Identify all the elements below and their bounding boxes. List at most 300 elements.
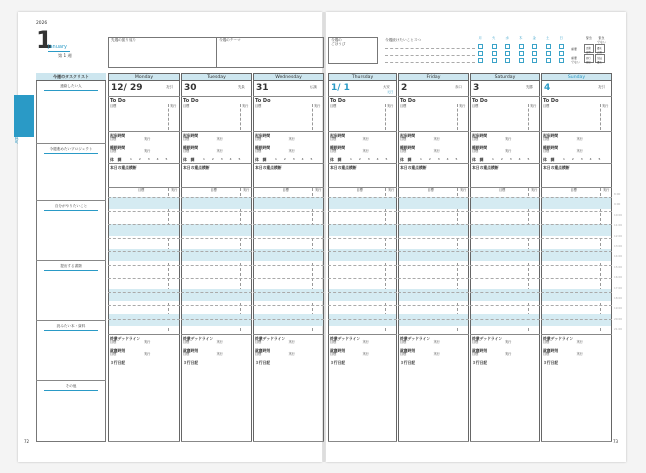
schedule-goal-label: 目標 <box>138 188 145 192</box>
theme-label: 今週のテーマ <box>219 38 241 42</box>
habit-checkbox[interactable] <box>546 58 551 63</box>
wake-label: 起床時間 <box>472 133 488 138</box>
sidebar-section-divider <box>36 143 106 144</box>
todo-divider <box>385 104 386 130</box>
hour-label: 8:00 <box>614 192 621 196</box>
month-number: 1 <box>36 26 53 54</box>
bedtime-goal: 目標 <box>330 352 337 356</box>
day-rokuyo: 大安 <box>383 85 390 89</box>
condition-scale[interactable]: 1 2 3 4 5 <box>350 157 391 161</box>
deadline-actual: 実行 <box>576 340 583 344</box>
todo-divider <box>457 104 458 130</box>
work-deadline-label: 終業デッドライン <box>472 336 503 341</box>
habit-day-label: 月 <box>478 36 482 40</box>
schedule-band[interactable] <box>182 197 252 209</box>
hour-line <box>253 305 324 306</box>
matrix-cell-1: 活動 管理 <box>584 44 594 53</box>
day-header-thursday: Thursday <box>328 73 397 81</box>
hour-line <box>398 251 469 252</box>
schedule-bottom <box>181 334 252 335</box>
wake-goal: 目標 <box>330 137 337 141</box>
schedule-band[interactable] <box>399 224 469 236</box>
hour-line <box>470 211 540 212</box>
habit-checkbox[interactable] <box>519 44 524 49</box>
sleep-actual: 実行 <box>576 149 583 153</box>
wake-label: 起床時間 <box>255 133 271 138</box>
schedule-goal-label: 目標 <box>356 188 363 192</box>
year: 2026 <box>36 21 48 26</box>
sleep-label: 睡眠時間 <box>110 145 126 150</box>
schedule-band[interactable] <box>329 314 397 326</box>
day-rokuyo: 先負 <box>238 85 245 89</box>
bedtime-actual: 実行 <box>576 352 583 356</box>
sleep-actual: 実行 <box>433 149 440 153</box>
condition-label: 体 調 <box>330 157 342 162</box>
schedule-band[interactable] <box>254 197 324 209</box>
hour-line <box>181 265 252 266</box>
deadline-actual: 実行 <box>288 340 295 344</box>
hour-label: 18:00 <box>614 296 623 300</box>
hour-line <box>541 211 612 212</box>
todo-bottom <box>108 131 180 132</box>
schedule-actual-label: 実行 <box>243 188 250 192</box>
habit-checkbox[interactable] <box>546 51 551 56</box>
focus-label: 本日の重点横断 <box>400 165 427 170</box>
condition-scale[interactable]: 1 2 3 4 5 <box>420 157 461 161</box>
diary-label: ３行日記 <box>472 360 488 365</box>
hour-line <box>328 292 397 293</box>
schedule-band[interactable] <box>109 314 180 326</box>
habit-checkbox[interactable] <box>519 51 524 56</box>
schedule-actual-label: 実行 <box>315 188 322 192</box>
schedule-goal-label: 目標 <box>499 188 506 192</box>
habit-day-label: 木 <box>519 36 523 40</box>
todo-goal-label: 目標 <box>110 104 117 108</box>
deadline-goal: 目標 <box>255 340 262 344</box>
date-divider <box>328 96 397 97</box>
focus-label: 本日の重点横断 <box>472 165 499 170</box>
date-divider <box>181 96 252 97</box>
day-header-saturday: Saturday <box>470 73 540 81</box>
schedule-band[interactable] <box>109 197 180 209</box>
wake-actual: 実行 <box>216 137 223 141</box>
todo-actual-label: 実行 <box>602 104 609 108</box>
hour-line <box>541 265 612 266</box>
todo-bottom <box>181 131 252 132</box>
condition-label: 体 調 <box>400 157 412 162</box>
matrix-cell-3: 即行 排除 <box>584 54 594 63</box>
deadline-goal: 目標 <box>400 340 407 344</box>
hour-label: 10:00 <box>614 212 623 217</box>
hour-line <box>398 197 469 198</box>
day-date: 30 <box>184 83 197 93</box>
day-date: 3 <box>473 83 480 93</box>
sleep-actual: 実行 <box>216 149 223 153</box>
deadline-actual: 実行 <box>362 340 369 344</box>
day-rokuyo: 友引 <box>166 85 173 89</box>
todo-goal-label: 目標 <box>472 104 479 108</box>
review-divider <box>216 37 217 68</box>
hour-line <box>108 238 180 239</box>
wake-actual: 実行 <box>288 137 295 141</box>
bedtime-goal: 目標 <box>472 352 479 356</box>
habit-checkbox[interactable] <box>559 51 564 56</box>
habit-line-2 <box>385 55 475 56</box>
focus-label: 本日の重点横断 <box>110 165 137 170</box>
condition-scale[interactable]: 1 2 3 4 5 <box>563 157 604 161</box>
condition-scale[interactable]: 1 2 3 4 5 <box>275 157 316 161</box>
schedule-goal-label: 目標 <box>427 188 434 192</box>
day-date: 2 <box>401 83 408 93</box>
right-page-number: 73 <box>613 439 619 444</box>
sleep-label: 睡眠時間 <box>255 145 271 150</box>
hour-line <box>328 278 397 279</box>
todo-goal-label: 目標 <box>330 104 337 108</box>
hour-line <box>328 265 397 266</box>
schedule-band[interactable] <box>109 224 180 236</box>
bedtime-label: 就寝時刻 <box>400 348 416 353</box>
diary-label: ３行日記 <box>543 360 559 365</box>
habit-checkbox[interactable] <box>478 58 483 63</box>
day-rokuyo: 先勝 <box>526 85 533 89</box>
habit-checkbox[interactable] <box>532 58 537 63</box>
focus-label: 本日の重点横断 <box>255 165 282 170</box>
bedtime-goal: 目標 <box>183 352 190 356</box>
focus-label: 本日の重点横断 <box>543 165 570 170</box>
condition-label: 体 調 <box>543 157 555 162</box>
hour-line <box>398 238 469 239</box>
matrix-not-important: 重要 でない <box>571 56 581 64</box>
hour-line <box>470 197 540 198</box>
schedule-top <box>108 187 180 188</box>
sleep-actual: 実行 <box>144 149 151 153</box>
sleep-goal: 目標 <box>183 149 190 153</box>
condition-label: 体 調 <box>183 157 195 162</box>
todo-divider <box>240 104 241 130</box>
schedule-goal-label: 目標 <box>210 188 217 192</box>
todo-actual-label: 実行 <box>459 104 466 108</box>
condition-label: 体 調 <box>255 157 267 162</box>
schedule-band[interactable] <box>254 314 324 326</box>
todo-label: To Do <box>543 98 559 104</box>
work-deadline-label: 終業デッドライン <box>400 336 431 341</box>
hour-line <box>541 319 612 320</box>
wake-goal: 目標 <box>543 137 550 141</box>
condition-divider <box>253 163 324 164</box>
hour-line <box>108 224 180 225</box>
deadline-goal: 目標 <box>472 340 479 344</box>
hour-line <box>541 278 612 279</box>
hour-line <box>108 278 180 279</box>
deadline-actual: 実行 <box>433 340 440 344</box>
hour-label: 9:00 <box>614 202 621 207</box>
day-header-friday: Friday <box>398 73 469 81</box>
hour-line <box>398 305 469 306</box>
hour-line <box>253 292 324 293</box>
hour-line <box>328 224 397 225</box>
matrix-important: 重要 <box>571 47 578 51</box>
sidebar-section-divider <box>36 260 106 261</box>
wake-goal: 目標 <box>183 137 190 141</box>
bedtime-label: 就寝時刻 <box>255 348 271 353</box>
bedtime-goal: 目標 <box>400 352 407 356</box>
wake-label: 起床時間 <box>543 133 559 138</box>
todo-divider <box>168 104 169 130</box>
sleep-goal: 目標 <box>255 149 262 153</box>
schedule-band[interactable] <box>542 224 612 236</box>
sidebar-section-underline <box>44 153 98 154</box>
hour-line <box>541 197 612 198</box>
sidebar-section-divider <box>36 320 106 321</box>
day-header-monday: Monday <box>108 73 180 81</box>
sleep-actual: 実行 <box>362 149 369 153</box>
column-bottom <box>108 441 180 442</box>
hour-line <box>541 224 612 225</box>
habit-checkbox[interactable] <box>559 58 564 63</box>
condition-label: 体 調 <box>110 157 122 162</box>
schedule-band[interactable] <box>471 314 540 326</box>
column-bottom <box>541 441 612 442</box>
hour-line <box>328 305 397 306</box>
column-bottom <box>328 441 397 442</box>
habit-day-label: 日 <box>559 36 563 40</box>
habit-checkbox[interactable] <box>505 51 510 56</box>
condition-divider <box>108 163 180 164</box>
bedtime-goal: 目標 <box>110 352 117 356</box>
sleep-label: 睡眠時間 <box>472 145 488 150</box>
hour-label: 16:00 <box>614 275 623 280</box>
hour-line <box>541 305 612 306</box>
schedule-band[interactable] <box>471 224 540 236</box>
hour-line <box>181 278 252 279</box>
schedule-bottom <box>398 334 469 335</box>
condition-divider <box>541 163 612 164</box>
todo-label: To Do <box>110 98 126 104</box>
bedtime-actual: 実行 <box>288 352 295 356</box>
habit-checkbox[interactable] <box>505 44 510 49</box>
sidebar-section-label: 今週進めたいプロジェクト <box>49 147 93 151</box>
wake-actual: 実行 <box>144 137 151 141</box>
bedtime-label: 就寝時刻 <box>472 348 488 353</box>
day-date: 4 <box>544 83 551 93</box>
hour-label: 11:00 <box>614 223 623 228</box>
condition-scale[interactable]: 1 2 3 4 5 <box>492 157 533 161</box>
todo-label: To Do <box>183 98 199 104</box>
hour-line <box>328 238 397 239</box>
sidebar-section-divider <box>36 200 106 201</box>
schedule-band[interactable] <box>182 314 252 326</box>
habit-checkbox[interactable] <box>532 51 537 56</box>
hour-line <box>398 278 469 279</box>
schedule-bottom <box>541 334 612 335</box>
diary-label: ３行日記 <box>400 360 416 365</box>
hour-line <box>108 305 180 306</box>
sidebar-section-divider <box>36 380 106 381</box>
hour-label: 14:00 <box>614 254 623 259</box>
sidebar-section-label: 提出する書類 <box>60 264 82 268</box>
diary-label: ３行日記 <box>110 360 126 365</box>
habit-checkbox[interactable] <box>559 44 564 49</box>
schedule-actual-label: 実行 <box>388 188 395 192</box>
sidebar-section-label: 自分がやりたいこと <box>54 204 88 208</box>
schedule-band[interactable] <box>182 224 252 236</box>
day-rokuyo: 赤口 <box>455 85 462 89</box>
diary-label: ３行日記 <box>330 360 346 365</box>
habit-line-1 <box>385 48 475 49</box>
hour-label: 17:00 <box>614 285 623 290</box>
month-name: January <box>48 44 67 50</box>
schedule-bottom <box>108 334 180 335</box>
date-divider <box>108 96 180 97</box>
hour-line <box>398 211 469 212</box>
bedtime-actual: 実行 <box>144 352 151 356</box>
todo-actual-label: 実行 <box>242 104 249 108</box>
diary-label: ３行日記 <box>255 360 271 365</box>
todo-label: To Do <box>472 98 488 104</box>
date-divider <box>253 96 324 97</box>
schedule-band[interactable] <box>542 197 612 209</box>
sidebar-section-label: 連絡したい人 <box>60 84 82 88</box>
day-holiday: 元日 <box>387 90 394 94</box>
bedtime-label: 就寝時刻 <box>183 348 199 353</box>
todo-goal-label: 目標 <box>400 104 407 108</box>
sidebar-section-underline <box>44 270 98 271</box>
todo-actual-label: 実行 <box>314 104 321 108</box>
todo-goal-label: 目標 <box>543 104 550 108</box>
bedtime-label: 就寝時刻 <box>330 348 346 353</box>
hour-line <box>253 251 324 252</box>
habit-checkbox[interactable] <box>492 44 497 49</box>
habit-checkbox[interactable] <box>492 51 497 56</box>
habit-day-label: 水 <box>505 36 509 40</box>
wake-actual: 実行 <box>433 137 440 141</box>
sleep-goal: 目標 <box>110 149 117 153</box>
wake-goal: 目標 <box>255 137 262 141</box>
todo-actual-label: 実行 <box>387 104 394 108</box>
hour-line <box>253 265 324 266</box>
todo-actual-label: 実行 <box>530 104 537 108</box>
wake-label: 起床時間 <box>330 133 346 138</box>
todo-divider <box>528 104 529 130</box>
work-deadline-label: 終業デッドライン <box>183 336 214 341</box>
focus-label: 本日の重点横断 <box>330 165 357 170</box>
schedule-band[interactable] <box>254 224 324 236</box>
hour-line <box>470 265 540 266</box>
hour-line <box>470 251 540 252</box>
schedule-actual-label: 実行 <box>460 188 467 192</box>
habit-checkbox[interactable] <box>492 58 497 63</box>
column-bottom <box>181 441 252 442</box>
sleep-goal: 目標 <box>330 149 337 153</box>
wake-actual: 実行 <box>576 137 583 141</box>
hour-line <box>328 197 397 198</box>
hour-line <box>541 251 612 252</box>
sleep-label: 睡眠時間 <box>400 145 416 150</box>
column-bottom <box>470 441 540 442</box>
hour-line <box>108 211 180 212</box>
todo-goal-label: 目標 <box>255 104 262 108</box>
focus-label: 本日の重点横断 <box>183 165 210 170</box>
date-divider <box>470 96 540 97</box>
deadline-goal: 目標 <box>543 340 550 344</box>
hour-line <box>108 251 180 252</box>
sidebar-section-underline <box>44 210 98 211</box>
todo-actual-label: 実行 <box>170 104 177 108</box>
habit-checkbox[interactable] <box>519 58 524 63</box>
sleep-goal: 目標 <box>400 149 407 153</box>
matrix-cell-2: 優先 計画 <box>595 44 605 53</box>
todo-label: To Do <box>400 98 416 104</box>
left-page-number: 72 <box>24 439 30 444</box>
hour-line <box>108 292 180 293</box>
habit-checkbox[interactable] <box>478 51 483 56</box>
review-label: 先週の振り返り <box>111 38 137 42</box>
deadline-goal: 目標 <box>110 340 117 344</box>
hour-label: 12:00 <box>614 233 623 238</box>
habit-checkbox[interactable] <box>546 44 551 49</box>
hour-line <box>253 197 324 198</box>
habit-line-3 <box>385 62 475 63</box>
hour-line <box>253 211 324 212</box>
schedule-band[interactable] <box>329 224 397 236</box>
schedule-bottom <box>470 334 540 335</box>
wake-label: 起床時間 <box>110 133 126 138</box>
condition-scale[interactable]: 1 2 3 4 5 <box>203 157 244 161</box>
sleep-goal: 目標 <box>472 149 479 153</box>
hour-line <box>181 197 252 198</box>
sleep-actual: 実行 <box>288 149 295 153</box>
habit-checkbox[interactable] <box>532 44 537 49</box>
hour-line <box>328 251 397 252</box>
condition-divider <box>470 163 540 164</box>
schedule-bottom <box>253 334 324 335</box>
schedule-band[interactable] <box>399 314 469 326</box>
hour-line <box>398 265 469 266</box>
work-deadline-label: 終業デッドライン <box>255 336 286 341</box>
schedule-band[interactable] <box>471 197 540 209</box>
hour-line <box>181 292 252 293</box>
condition-scale[interactable]: 1 2 3 4 5 <box>130 157 171 161</box>
habits-label: 今週続けたいこと３つ <box>385 38 421 42</box>
todo-label: To Do <box>255 98 271 104</box>
wake-actual: 実行 <box>362 137 369 141</box>
hour-line <box>541 292 612 293</box>
schedule-band[interactable] <box>542 314 612 326</box>
deadline-actual: 実行 <box>505 340 512 344</box>
bedtime-label: 就寝時刻 <box>110 348 126 353</box>
deadline-actual: 実行 <box>216 340 223 344</box>
hour-line <box>181 251 252 252</box>
hour-line <box>328 211 397 212</box>
schedule-top <box>470 187 540 188</box>
schedule-band[interactable] <box>329 197 397 209</box>
schedule-band[interactable] <box>399 197 469 209</box>
hour-line <box>181 305 252 306</box>
schedule-actual-label: 実行 <box>531 188 538 192</box>
reward-label: 今週の ごほうび <box>331 38 346 46</box>
column-bottom <box>253 441 324 442</box>
sleep-label: 睡眠時間 <box>543 145 559 150</box>
hour-line <box>328 319 397 320</box>
deadline-actual: 実行 <box>144 340 151 344</box>
sleep-actual: 実行 <box>505 149 512 153</box>
hour-line <box>181 211 252 212</box>
todo-bottom <box>470 131 540 132</box>
habit-checkbox[interactable] <box>505 58 510 63</box>
habit-checkbox[interactable] <box>478 44 483 49</box>
hour-line <box>470 238 540 239</box>
hour-line <box>253 319 324 320</box>
